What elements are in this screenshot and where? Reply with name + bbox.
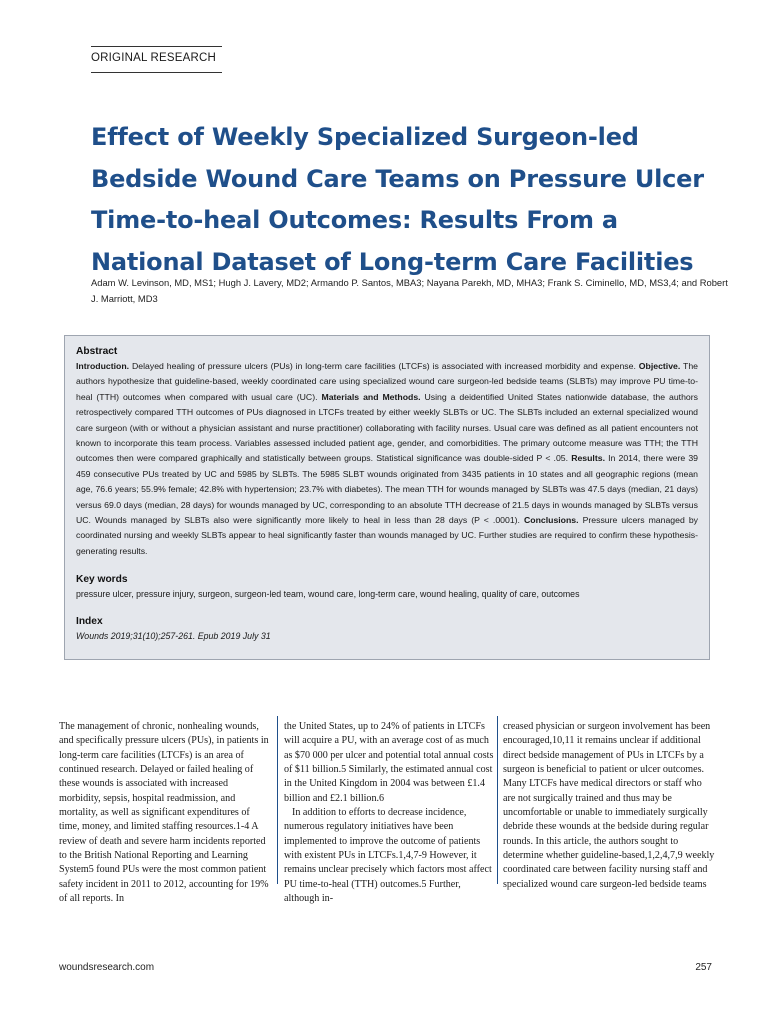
footer-website: woundsresearch.com — [59, 962, 155, 973]
body-column-2 — [284, 720, 497, 906]
conclusions-text: Pressure ulcers managed by coordinated nursing and weekly SLBTs appear to heal significantly faster than wounds managed by UC. Further studies are required to confirm these hypothesis-generating results. — [76, 515, 699, 556]
column-divider — [277, 716, 278, 884]
objective-label: Objective. — [638, 361, 681, 371]
column-divider — [497, 716, 498, 884]
body-paragraph: the United States, up to 24% of patients in LTCFs will acquire a PU, with an average cost of as much as $70 000 per ulcer and potential total annual costs of $11 billion.5 Similarly, the estimated annual cost in the United Kingdom in 2004 was between £1.4 billion and £2.1 billion.6 — [284, 721, 494, 804]
conclusions-label: Conclusions. — [524, 515, 579, 526]
abstract-heading: Abstract — [76, 346, 118, 357]
body-paragraph: The management of chronic, nonhealing wounds, and specifically pressure ulcers (PUs), in patients in long-term care facilities (LTCFs) is an area of continued research. Delayed or failed healing of these wounds is associated with increased morbidity, sepsis, hospital readmission, and mortality, as well as significant expenditures of time, money, and limited staffing resources.1-4 A review of death and severe harm incidents reported to the British National Reporting and Learning System5 found PUs were the most common patient safety incident in 2011 to 2012, accounting for 19% of all reports. In — [59, 721, 269, 905]
body-paragraph: creased physician or surgeon involvement has been encouraged,10,11 it remains unclear if additional direct bedside management of PUs in LTCFs by a surgeon is beneficial to patient or ulcer outcomes. Many LTCFs have medical directors or staff who are not surgically trained and thus may be uncomfortable or unable to immediately surgically debride these wounds at the bedside during regular rounds. In this article, the authors sought to determine whether guideline-based,1,2,4,7,9 weekly coordinated care between facility nursing staff and specialized wound care surgeon-led bedside teams — [503, 721, 715, 890]
page-number: 257 — [695, 962, 712, 973]
header-rule-bottom — [91, 72, 222, 73]
index-heading: Index — [76, 616, 103, 628]
methods-label: Materials and Methods. — [321, 391, 421, 402]
keywords-heading: Key words — [76, 574, 128, 586]
body-column-1 — [59, 720, 272, 906]
author-list: Adam W. Levinson, MD, MS1; Hugh J. Lavery, MD2; Armando P. Santos, MBA3; Nayana Parekh, MD, MHA3; Frank S. Ciminello, MD, MS3,4; and Robert J. Marriott, MD3 — [91, 277, 728, 304]
intro-text: Delayed healing of pressure ulcers (PUs) in long-term care facilities (LTCFs) is associated with increased morbidity and expense. — [129, 361, 639, 371]
abstract-text — [76, 359, 698, 559]
results-text: In 2014, there were 39 459 consecutive PUs treated by UC and 5985 by SLBTs. The 5985 SLBT wounds originated from 3435 patients in 10 states and all geographic regions (mean age, 76.6 years; 55.9% female; 42.8% with hypertension; 23.7% with diabetes). The mean TTH for wounds managed by SLBTs was 47.5 days (median, 21 days) versus 69.0 days (median, 28 days) for wounds managed by UC, corresponding to an absolute TTH decrease of 21.5 days in wounds managed by SLBTs versus UC. Wounds managed by SLBTs also were significantly more likely to heal in less than 28 days (P < .0001). — [76, 453, 698, 526]
objective-text: The authors hypothesize that guideline-based, weekly coordinated care using specialized wound care surgeon-led bedside teams (SLBTs) may improve PU time-to-heal (TTH) outcomes when compared with usual care (UC). — [76, 361, 699, 402]
section-label: ORIGINAL RESEARCH — [91, 52, 217, 64]
keywords-text: pressure ulcer, pressure injury, surgeon, surgeon-led team, wound care, long-term care, wound healing, quality of care, outcomes — [76, 589, 580, 600]
header-rule-top — [91, 46, 222, 47]
index-citation: Wounds 2019;31(10);257-261. Epub 2019 July 31 — [76, 631, 271, 642]
abstract-box — [64, 335, 710, 660]
body-paragraph: In addition to efforts to decrease incidence, numerous regulatory initiatives have been implemented to improve the outcome of patients with existent PUs in LTCFs.1,4,7-9 However, it remains unclear precisely which factors most affect PU time-to-heal (TTH) outcomes.5 Further, although in- — [284, 807, 492, 905]
methods-text: Using a deidentified United States nationwide database, the authors retrospectively compared TTH outcomes of PUs diagnosed in LTCFs treated by either weekly SLBTs or UC. The SLBTs included an external specialized wound care surgeon (with or without a physician assistant and nurse practitioner) collaborating with facility nurses. Usual care was defined as all patient encounters not known to incorporate this team process. Variables assessed included patient age, gender, and comorbidities. The primary outcome measure was TTH; the TTH outcomes then were compared graphically and statistically between groups. Statistical significance was double-sided P < .05. — [76, 391, 698, 464]
intro-label: Introduction. — [76, 361, 130, 371]
article-title: Effect of Weekly Specialized Surgeon-led Bedside Wound Care Teams on Pressure Ulcer Time-to-heal Outcomes: Results From a National Dataset of Long-term Care Facilities — [91, 123, 704, 276]
body-column-3 — [503, 720, 716, 892]
results-label: Results. — [571, 453, 605, 464]
